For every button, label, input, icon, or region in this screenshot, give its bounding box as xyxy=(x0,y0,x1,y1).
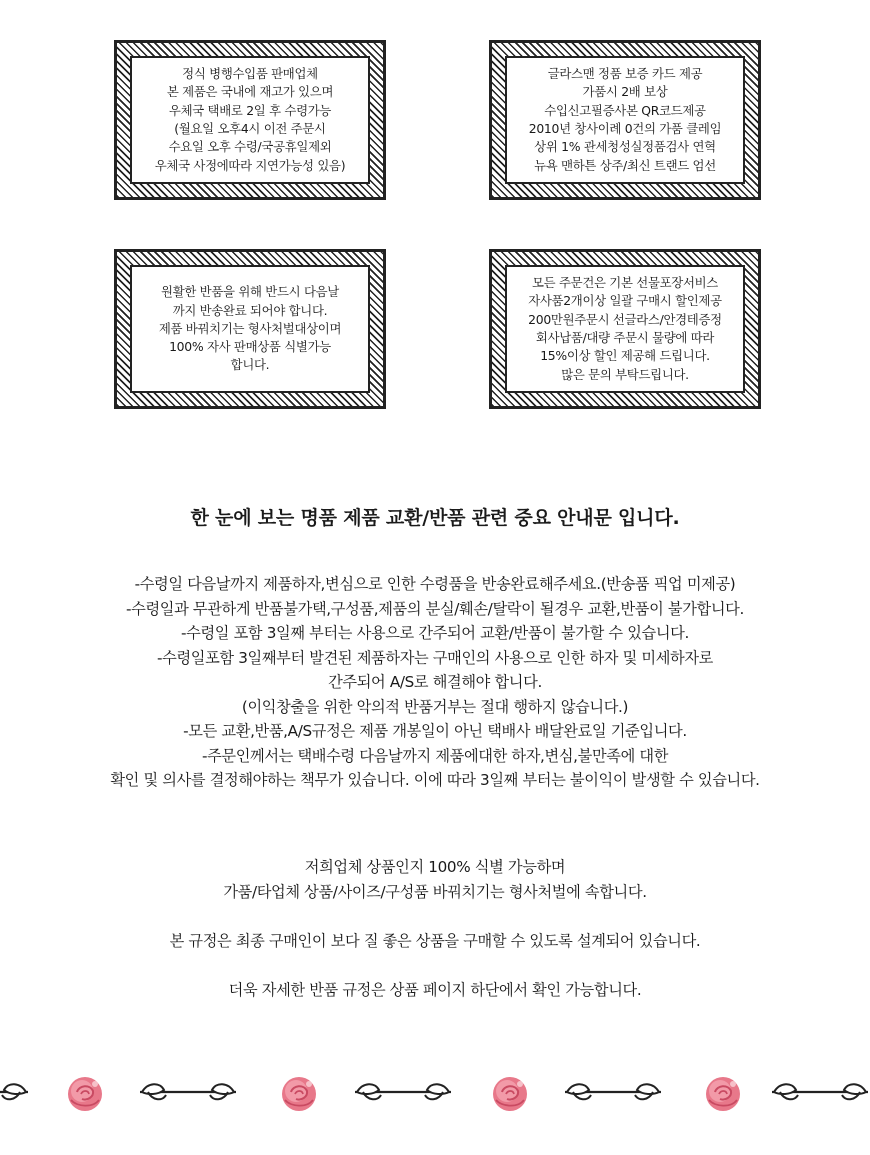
rose-icon xyxy=(68,1077,102,1111)
closing-line: 저희업체 상품인지 100% 식별 가능하며 xyxy=(304,858,566,876)
box-line: 200만원주문시 선글라스/안경테증정 xyxy=(528,311,722,327)
box-line: 수요일 오후 수령/국공휴일제외 xyxy=(168,139,332,155)
box-line: 수입신고필증사본 QR코드제공 xyxy=(544,102,706,118)
notice-line: -주문인께서는 택배수령 다음날까지 제품에대한 하자,변심,불만족에 대한 xyxy=(201,746,669,765)
box-line: 많은 문의 부탁드립니다. xyxy=(561,366,689,382)
notice-box-guarantee xyxy=(489,40,761,200)
return-policy-notice xyxy=(0,572,870,793)
box-line: 100% 자사 판매상품 식별가능 xyxy=(169,339,331,355)
notice-box-text xyxy=(130,265,370,393)
box-line: 자사품2개이상 일괄 구매시 할인제공 xyxy=(528,293,722,309)
leaf-vine-icon xyxy=(355,1084,451,1099)
notice-box-import xyxy=(114,40,386,200)
closing-line: 더욱 자세한 반품 규정은 상품 페이지 하단에서 확인 가능합니다. xyxy=(228,980,642,999)
box-line: (월요일 오후4시 이전 주문시 xyxy=(174,121,326,136)
closing-line: 가품/타업체 상품/사이즈/구성품 바꿔치기는 형사처벌에 속합니다. xyxy=(223,882,647,901)
box-line: 정식 병행수입품 판매업체 xyxy=(182,66,318,82)
box-line: 회사납품/대량 주문시 물량에 따라 xyxy=(535,330,715,345)
box-line: 모든 주문건은 기본 선물포장서비스 xyxy=(532,275,718,291)
box-line: 글라스맨 정품 보증 카드 제공 xyxy=(547,66,703,82)
page-title: 한 눈에 보는 명품 제품 교환/반품 관련 중요 안내문 입니다. xyxy=(190,507,680,529)
notice-box-text xyxy=(130,56,370,184)
box-line: 15%이상 할인 제공해 드립니다. xyxy=(540,348,710,364)
box-line: 가품시 2배 보상 xyxy=(582,84,668,100)
box-line: 우체국 택배로 2일 후 수령가능 xyxy=(168,102,332,118)
notice-line: 간주되어 A/S로 해결해야 합니다. xyxy=(328,673,542,691)
box-line: 까지 반송완료 되어야 합니다. xyxy=(172,302,328,318)
rose-icon xyxy=(282,1077,316,1111)
leaf-vine-icon xyxy=(565,1084,661,1099)
closing-line: 본 규정은 최종 구매인이 보다 질 좋은 상품을 구매할 수 있도록 설계되어 있습니다. xyxy=(169,931,701,950)
floral-divider xyxy=(0,1068,870,1124)
notice-line: -수령일포함 3일째부터 발견된 제품하자는 구매인의 사용으로 인한 하자 및 미세하자로 xyxy=(157,648,713,667)
box-line: 상위 1% 관세청성실정품검사 연혁 xyxy=(534,139,716,155)
leaf-vine-icon xyxy=(140,1084,236,1099)
leaf-vine-icon xyxy=(0,1084,28,1099)
rose-icon xyxy=(493,1077,527,1111)
notice-line: 확인 및 의사를 결정해야하는 책무가 있습니다. 이에 따라 3일째 부터는 불이익이 발생할 수 있습니다. xyxy=(110,771,760,789)
notice-line: (이익창출을 위한 악의적 반품거부는 절대 행하지 않습니다.) xyxy=(241,697,629,716)
leaf-vine-icon xyxy=(772,1084,868,1099)
box-line: 원활한 반품을 위해 반드시 다음날 xyxy=(161,284,339,300)
notice-line: -수령일 포함 3일째 부터는 사용으로 간주되어 교환/반품이 불가할 수 있습니다. xyxy=(181,624,689,642)
box-line: 2010년 창사이례 0건의 가품 클레임 xyxy=(528,121,722,136)
notice-line: -모든 교환,반품,A/S규정은 제품 개봉일이 아닌 택배사 배달완료일 기준입니다. xyxy=(183,722,687,740)
box-line: 합니다. xyxy=(230,357,270,373)
closing-notes xyxy=(0,855,870,1002)
box-line: 뉴욕 맨하튼 상주/최신 트랜드 엄선 xyxy=(534,157,716,173)
notice-line: -수령일과 무관하게 반품불가택,구성품,제품의 분실/훼손/탈락이 될경우 교환,반품이 불가합니다. xyxy=(126,599,744,618)
box-line: 우체국 사정에따라 지연가능성 있음) xyxy=(154,157,346,173)
notice-box-gift xyxy=(489,249,761,409)
box-line: 제품 바꿔치기는 형사처벌대상이며 xyxy=(158,320,342,336)
notice-box-return xyxy=(114,249,386,409)
notice-box-text xyxy=(505,265,745,393)
rose-icon xyxy=(706,1077,740,1111)
notice-box-text xyxy=(505,56,745,184)
box-line: 본 제품은 국내에 재고가 있으며 xyxy=(166,84,334,100)
notice-line: -수령일 다음날까지 제품하자,변심으로 인한 수령품을 반송완료해주세요.(반송품 픽업 미제공) xyxy=(134,575,736,593)
